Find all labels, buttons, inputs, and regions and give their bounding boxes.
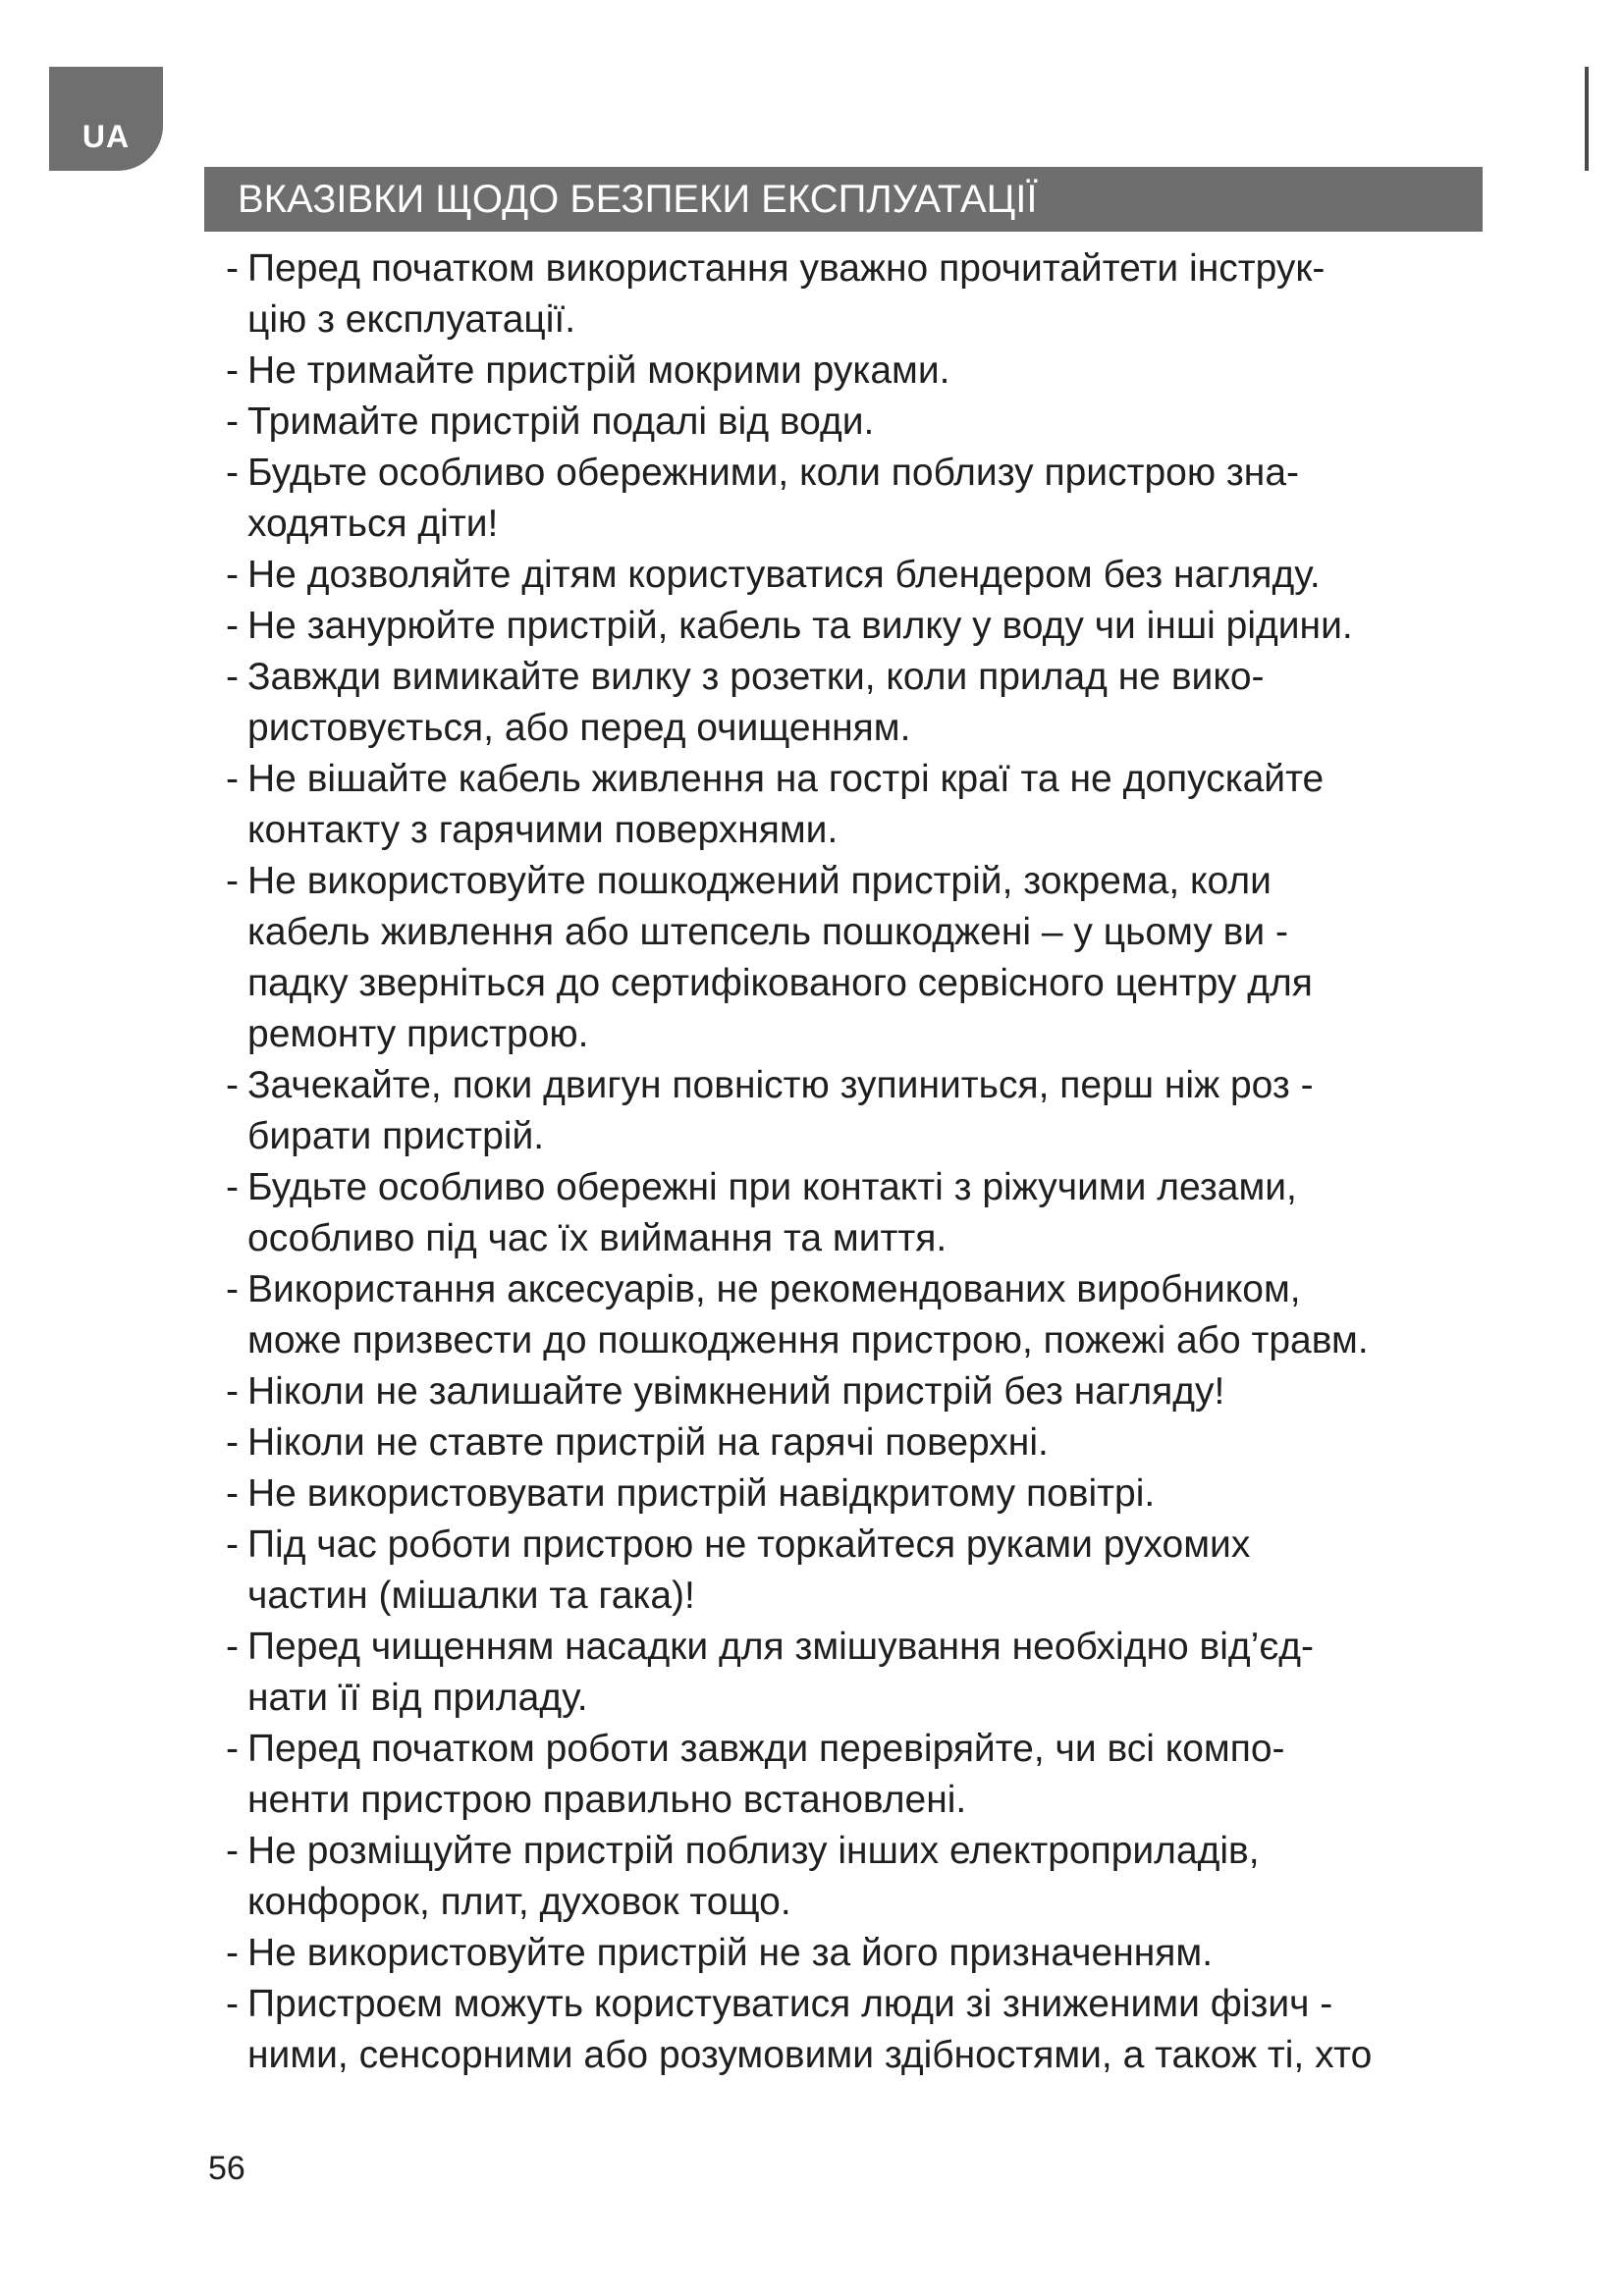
bullet-dash: - <box>226 452 239 494</box>
bullet-dash: - <box>226 1268 239 1310</box>
safety-rule-text: Не використовуйте пошкоджений пристрій, зокрема, коли кабель живлення або штепсель пошкоджені – у цьому ви - падку зверніться до сертифікованого сервісного центру для ремонту пристрою. <box>247 860 1313 1055</box>
safety-rule-item <box>226 754 1512 856</box>
safety-rule-item <box>226 652 1512 754</box>
bullet-dash: - <box>226 1064 239 1106</box>
page-edge-marker <box>1585 67 1589 171</box>
safety-rule-text: Перед чищенням насадки для змішування необхідно від’єд- нати її від приладу. <box>247 1626 1314 1719</box>
safety-rule-text: Ніколи не залишайте увімкнений пристрій без нагляду! <box>247 1370 1225 1413</box>
safety-rule-text: Перед початком роботи завжди перевіряйте, чи всі компо- ненти пристрою правильно встановлені. <box>247 1728 1285 1821</box>
safety-rule-text: Не занурюйте пристрій, кабель та вилку у воду чи інші рідини. <box>247 605 1353 647</box>
safety-rule-item <box>226 1724 1512 1826</box>
safety-rule-text: Не дозволяйте дітям користуватися блендером без нагляду. <box>247 554 1321 596</box>
safety-rule-text: Не використовувати пристрій навідкритому повітрі. <box>247 1472 1156 1515</box>
safety-rule-item <box>226 1928 1512 1979</box>
safety-rule-text: Під час роботи пристрою не торкайтеся руками рухомих частин (мішалки та гака)! <box>247 1523 1251 1617</box>
safety-rule-text: Не розміщуйте пристрій поблизу інших електроприладів, конфорок, плит, духовок тощо. <box>247 1830 1260 1923</box>
safety-rule-item <box>226 346 1512 397</box>
safety-rule-item <box>226 856 1512 1060</box>
bullet-dash: - <box>226 1932 239 1974</box>
safety-rule-text: Не тримайте пристрій мокрими руками. <box>247 349 950 392</box>
safety-rule-item <box>226 1162 1512 1264</box>
safety-rule-item <box>226 1979 1512 2081</box>
bullet-dash: - <box>226 247 239 290</box>
bullet-dash: - <box>226 860 239 902</box>
safety-rule-text: Не використовуйте пристрій не за його призначенням. <box>247 1932 1214 1974</box>
safety-rule-text: Використання аксесуарів, не рекомендованих виробником, може призвести до пошкодження пристрою, пожежі або травм. <box>247 1268 1369 1362</box>
safety-rule-text: Зачекайте, поки двигун повністю зупиниться, перш ніж роз - бирати пристрій. <box>247 1064 1314 1157</box>
safety-rule-item <box>226 1468 1512 1520</box>
safety-rule-text: Пристроєм можуть користуватися люди зі зниженими фізич - ними, сенсорними або розумовими здібностями, а також ті, хто <box>247 1983 1373 2076</box>
safety-rule-item <box>226 1264 1512 1366</box>
safety-rule-item <box>226 601 1512 652</box>
bullet-dash: - <box>226 1166 239 1208</box>
safety-rule-item <box>226 1520 1512 1622</box>
section-header <box>204 167 1483 232</box>
bullet-dash: - <box>226 554 239 596</box>
language-tab-label: UA <box>81 118 131 154</box>
safety-rule-text: Тримайте пристрій подалі від води. <box>247 400 875 443</box>
safety-rule-item <box>226 243 1512 346</box>
safety-rules-list <box>226 243 1512 2081</box>
safety-rule-text: Не вішайте кабель живлення на гострі краї та не допускайте контакту з гарячими поверхнями. <box>247 758 1325 851</box>
bullet-dash: - <box>226 758 239 800</box>
safety-rule-text: Завжди вимикайте вилку з розетки, коли прилад не вико- ристовується, або перед очищенням. <box>247 656 1265 749</box>
bullet-dash: - <box>226 1983 239 2025</box>
bullet-dash: - <box>226 400 239 443</box>
safety-rule-item <box>226 1060 1512 1162</box>
safety-rule-item <box>226 550 1512 601</box>
safety-rule-item <box>226 1622 1512 1724</box>
safety-rule-item <box>226 448 1512 550</box>
bullet-dash: - <box>226 1626 239 1668</box>
safety-rule-item <box>226 1366 1512 1417</box>
safety-rule-text: Ніколи не ставте пристрій на гарячі поверхні. <box>247 1421 1049 1464</box>
language-tab <box>49 67 163 171</box>
section-title: ВКАЗІВКИ ЩОДО БЕЗПЕКИ ЕКСПЛУАТАЦІЇ <box>238 178 1038 221</box>
safety-rule-item <box>226 1417 1512 1468</box>
bullet-dash: - <box>226 1830 239 1872</box>
bullet-dash: - <box>226 1421 239 1464</box>
safety-rule-text: Перед початком використання уважно прочитайтети інструк- цію з експлуатації. <box>247 247 1326 341</box>
safety-rule-item <box>226 397 1512 448</box>
safety-rule-item <box>226 1826 1512 1928</box>
bullet-dash: - <box>226 1370 239 1413</box>
bullet-dash: - <box>226 1472 239 1515</box>
bullet-dash: - <box>226 605 239 647</box>
bullet-dash: - <box>226 1728 239 1770</box>
bullet-dash: - <box>226 656 239 698</box>
bullet-dash: - <box>226 349 239 392</box>
bullet-dash: - <box>226 1523 239 1566</box>
page-number: 56 <box>208 2150 245 2187</box>
safety-rule-text: Будьте особливо обережні при контакті з ріжучими лезами, особливо під час їх виймання та миття. <box>247 1166 1297 1259</box>
safety-rule-text: Будьте особливо обережними, коли поблизу пристрою зна- ходяться діти! <box>247 452 1300 545</box>
